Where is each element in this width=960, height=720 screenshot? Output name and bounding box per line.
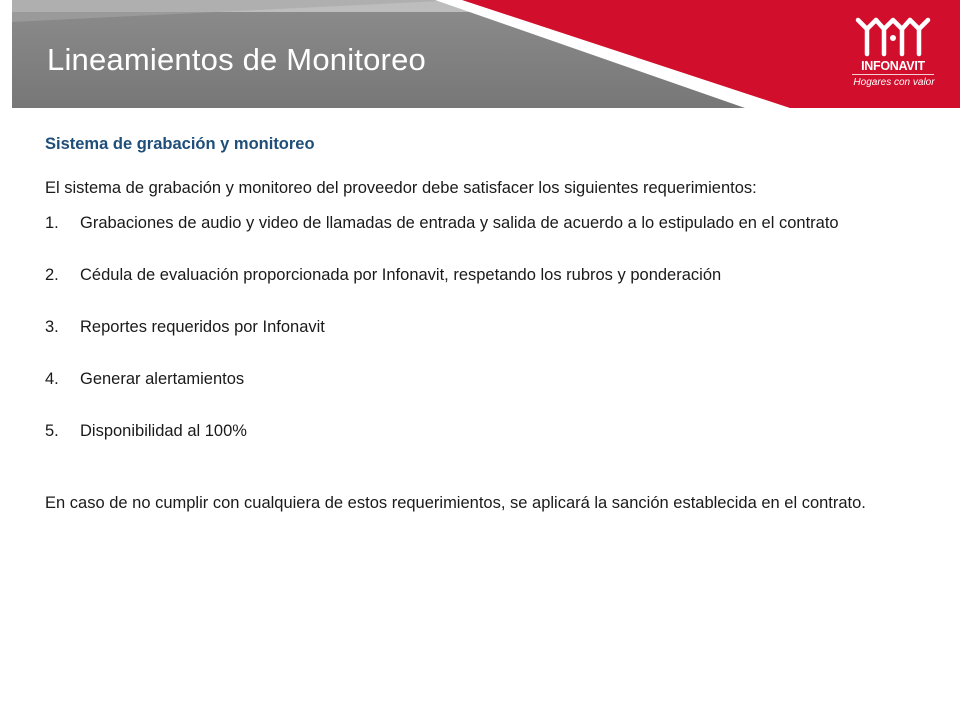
infonavit-houses-icon (854, 14, 932, 58)
list-item (45, 315, 915, 339)
list-item-number: 3. (45, 318, 59, 336)
logo-tagline: Hogares con valor (853, 77, 935, 88)
closing-paragraph: En caso de no cumplir con cualquiera de estos requerimientos, se aplicará la sanción establecida en el contrato. (45, 494, 866, 512)
list-item-text: Disponibilidad al 100% (80, 422, 247, 440)
logo-divider (852, 74, 934, 75)
list-item-text: Cédula de evaluación proporcionada por Infonavit, respetando los rubros y ponderación (80, 266, 722, 284)
list-item (45, 211, 915, 235)
list-item-number: 1. (45, 214, 59, 232)
section-subtitle: Sistema de grabación y monitoreo (45, 135, 315, 153)
intro-paragraph: El sistema de grabación y monitoreo del proveedor debe satisfacer los siguientes requerimientos: (45, 179, 757, 197)
list-item (45, 367, 915, 391)
list-item-number: 2. (45, 266, 59, 284)
slide-title: Lineamientos de Monitoreo (47, 42, 426, 77)
list-item-number: 4. (45, 370, 59, 388)
list-item (45, 419, 915, 443)
list-item (45, 263, 915, 287)
list-item-text: Reportes requeridos por Infonavit (80, 318, 325, 336)
list-item-text: Grabaciones de audio y video de llamadas de entrada y salida de acuerdo a lo estipulado en el contrato (80, 214, 839, 232)
slide-content (45, 132, 915, 532)
list-item-number: 5. (45, 422, 59, 440)
list-item-text: Generar alertamientos (80, 370, 245, 388)
infonavit-logo (848, 14, 940, 100)
logo-name: INFONAVIT (861, 59, 925, 73)
requirements-list (45, 211, 915, 443)
